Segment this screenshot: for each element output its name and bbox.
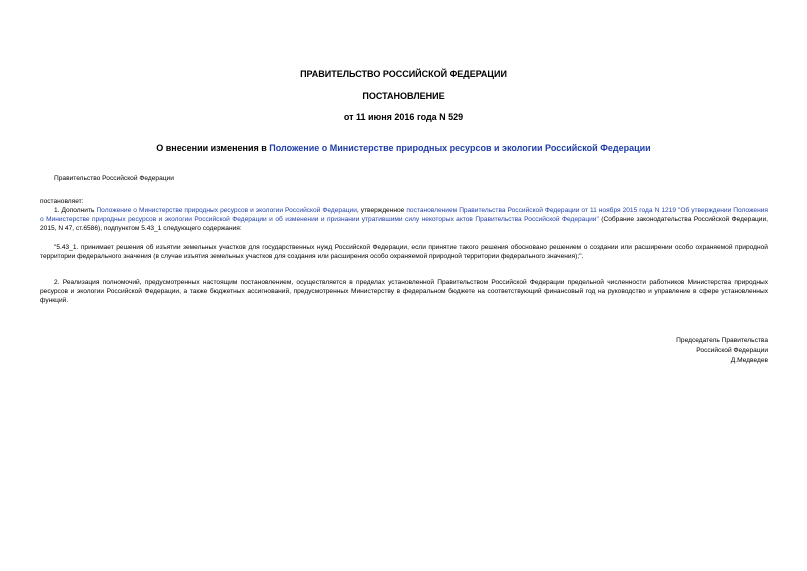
- resolution-title: [0, 143, 807, 153]
- intro-text: Правительство Российской Федерации: [54, 175, 174, 182]
- item-1-tail: (Собрание законодательства Российской Федерации, 2015, N 47, ст.6586), подпунктом 5.43_1 следующего содержания:: [40, 216, 768, 232]
- item-1-paragraph: [40, 206, 768, 233]
- signature-block: [676, 336, 768, 366]
- title-regulation-link[interactable]: Положение о Министерстве природных ресурсов и экологии Российской Федерации: [269, 143, 651, 153]
- document-type-heading: ПОСТАНОВЛЕНИЕ: [362, 91, 445, 101]
- resolves-text: постановляет:: [40, 198, 84, 205]
- signature-position-line-2: Российской Федерации: [696, 347, 768, 354]
- item-1-lead: 1. Дополнить: [54, 207, 97, 214]
- quoted-subparagraph: "5.43_1. принимает решения об изъятии земельных участков для государственных нужд Российской Федерации, если принятие такого решения обосновано решением о создании или расширении особо охраняемой природной территории федерального значения (в случае изъятия земельных участков для создания или расширения особо охраняемой природной территории федерального значения);".: [40, 244, 768, 260]
- signatory-name: Д.Медведев: [730, 357, 768, 364]
- regulation-link[interactable]: Положение о Министерстве природных ресурсов и экологии Российской Федерации: [96, 207, 357, 214]
- decree-1219-link[interactable]: постановлением Правительства Российской Федерации от 11 ноября 2015 года N 1219 "Об утверждении Положения о Министерстве природных ресурсов и экологии Российской Федерации и об изменении и признании утратившими силу некоторых актов Правительства Российской Федерации": [40, 207, 768, 223]
- date-number-heading: от 11 июня 2016 года N 529: [343, 112, 464, 122]
- title-prefix: О внесении изменения в: [156, 143, 270, 153]
- item-1-mid: , утвержденное: [356, 207, 407, 214]
- signature-position-line-1: Председатель Правительства: [676, 337, 768, 344]
- government-heading: ПРАВИТЕЛЬСТВО РОССИЙСКОЙ ФЕДЕРАЦИИ: [300, 69, 507, 79]
- item-2-paragraph: 2. Реализация полномочий, предусмотренных настоящим постановлением, осуществляется в пределах установленной Правительством Российской Федерации предельной численности работников Министерства природных ресурсов и экологии Российской Федерации, а также бюджетных ассигнований, предусмотренных Министерству в федеральном бюджете на соответствующий финансовый год на руководство и управление в сфере установленных функций.: [40, 279, 768, 304]
